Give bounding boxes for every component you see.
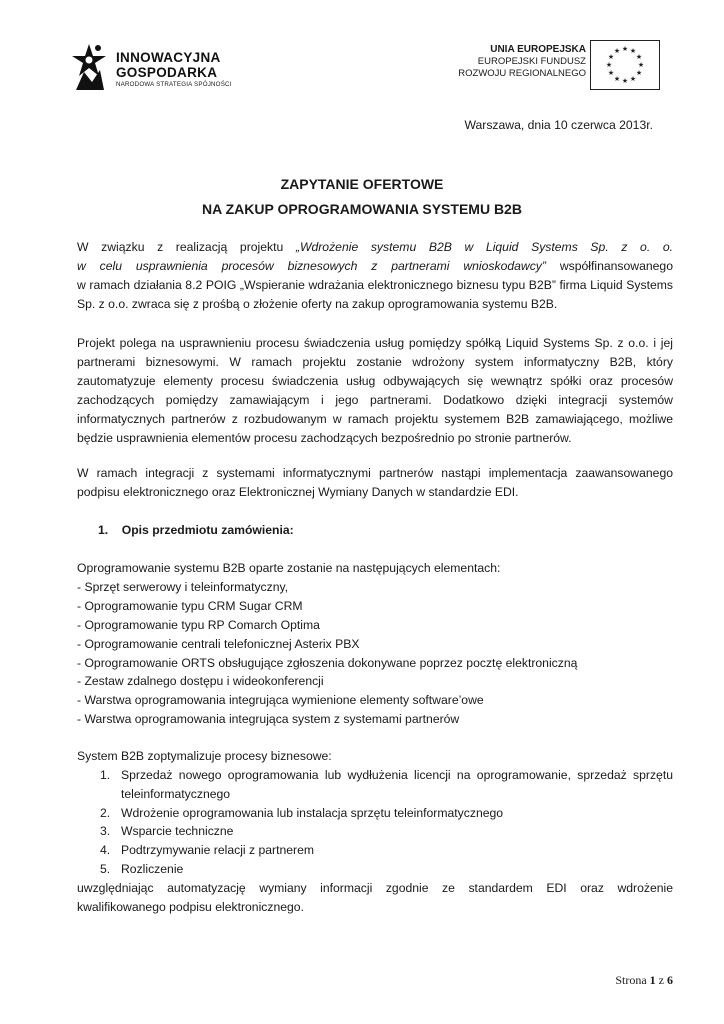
list-item: - Warstwa oprogramowania integrująca system z systemami partnerów (77, 712, 460, 726)
process-item-line: Podtrzymywanie relacji z partnerem (121, 843, 315, 857)
para3-line: podpisu elektronicznego oraz Elektronicznej Wymiany Danych w standardzie EDI. (77, 485, 519, 499)
svg-text:★: ★ (607, 69, 615, 77)
svg-text:★: ★ (613, 47, 621, 55)
section1-number: 1. (98, 523, 109, 537)
process-item-line: Wsparcie techniczne (121, 824, 234, 838)
list-item: - Oprogramowanie ORTS obsługujące zgłoszenia dokonywane poprzez pocztę elektroniczną (77, 656, 578, 670)
process-item-line: Sprzedaż nowego oprogramowania lub wydłużenia licencji na oprogramowanie, sprzedaż sprzętu (121, 768, 673, 782)
closing-line: uwzględniając automatyzację wymiany informacji zgodnie ze standardem EDI oraz wdrożenie (77, 881, 673, 895)
process-number: 5. (100, 862, 111, 876)
list-item: - Oprogramowanie typu RP Comarch Optima (77, 618, 320, 632)
document-title-line2: NA ZAKUP OPROGRAMOWANIA SYSTEMU B2B (202, 201, 522, 217)
footer-sep: z (655, 973, 667, 987)
footer-page: 1 (649, 973, 656, 987)
eu-line1: UNIA EUROPEJSKA (490, 44, 586, 55)
list-item: - Oprogramowanie typu CRM Sugar CRM (77, 599, 303, 613)
intro-line-4: Sp. z o.o. zwraca się z prośbą o złożenie oferty na zakup oprogramowania systemu B2B. (77, 297, 558, 311)
svg-text:★: ★ (629, 75, 637, 83)
svg-text:★: ★ (621, 77, 629, 85)
innovation-star-figure-icon (70, 42, 108, 92)
eu-logo-text (458, 44, 586, 80)
closing-line: kwalifikowanego podpisu elektronicznego. (77, 900, 304, 914)
document-date: Warszawa, dnia 10 czerwca 2013r. (464, 118, 653, 132)
elements-intro: Oprogramowanie systemu B2B oparte zostanie na następujących elementach: (77, 561, 501, 575)
para2-line: będzie usprawnienia elementów procesu zachodzących bezpośrednio po stronie partnerów. (77, 431, 572, 445)
footer-prefix: Strona (615, 973, 650, 987)
process-item-line: Wdrożenie oprogramowania lub instalacja sprzętu teleinformatycznego (121, 806, 504, 820)
svg-text:★: ★ (637, 61, 645, 69)
eu-line2: EUROPEJSKI FUNDUSZ (477, 56, 586, 67)
project-name-part1: „Wdrożenie systemu B2B w Liquid Systems Sp. z o. o. (295, 240, 673, 254)
para2-line: zautomatyzuje elementy procesu świadczenia usług odbywających się wewnątrz spółki oraz procesów (77, 374, 673, 388)
process-item-line: Rozliczenie (121, 862, 184, 876)
para3-line: W ramach integracji z systemami informatycznymi partnerów nastąpi implementacja zaawansowanego (77, 466, 673, 480)
innowacyjna-gospodarka-logo (70, 40, 260, 95)
para2-line: zachodzących pomiędzy zamawiającym i jego partnerami. Dodatkowo dzięki integracji systemów (77, 393, 673, 407)
logo-left-line1: INNOWACYJNA (116, 50, 221, 65)
svg-text:★: ★ (607, 53, 615, 61)
project-name-part2: w celu usprawnienia procesów biznesowych z partnerami wnioskodawcy” (77, 259, 546, 273)
intro-line-2 (77, 259, 673, 273)
svg-text:★: ★ (635, 69, 643, 77)
page-number-footer (615, 973, 673, 988)
para2-line: Projekt polega na usprawnieniu procesu świadczenia usług pomiędzy spółką Liquid Systems Sp. z o.o. i jej (77, 336, 673, 350)
list-item: - Warstwa oprogramowania integrująca wymienione elementy software’owe (77, 693, 484, 707)
section1-title: Opis przedmiotu zamówienia: (121, 523, 294, 537)
list-item: - Sprzęt serwerowy i teleinformatyczny, (77, 580, 289, 594)
process-intro: System B2B zoptymalizuje procesy biznesowe: (77, 749, 332, 763)
para2-line: partnerami biznesowymi. W ramach projektu zostanie wdrożony system informatyczny B2B, który (77, 355, 673, 369)
svg-text:★: ★ (635, 53, 643, 61)
svg-text:★: ★ (629, 47, 637, 55)
svg-text:★: ★ (605, 61, 613, 69)
eu-line3: ROZWOJU REGIONALNEGO (458, 68, 586, 79)
svg-text:★: ★ (621, 45, 629, 53)
list-item: - Oprogramowanie centrali telefonicznej Asterix PBX (77, 637, 360, 651)
process-number: 2. (100, 806, 111, 820)
section1-heading (98, 523, 294, 537)
list-item: - Zestaw zdalnego dostępu i wideokonferencji (77, 674, 324, 688)
process-number: 3. (100, 824, 111, 838)
process-number: 1. (100, 768, 111, 782)
para2-line: informatycznych partnerów z rozbudowanym w ramach projektu systemem B2B zamawiającego, możliwe (77, 412, 673, 426)
intro-text-2b: współfinansowanego (545, 259, 673, 273)
intro-line-3: w ramach działania 8.2 POIG „Wspieranie wdrażania elektronicznego biznesu typu B2B” firma Liquid Systems (77, 278, 673, 292)
process-number: 4. (100, 843, 111, 857)
footer-total: 6 (667, 973, 673, 987)
logo-left-line3: NARODOWA STRATEGIA SPÓJNOŚCI (116, 81, 232, 88)
intro-line-1 (77, 240, 673, 254)
svg-text:★: ★ (613, 75, 621, 83)
intro-text-1a: W związku z realizacją projektu (77, 240, 296, 254)
document-title-line1: ZAPYTANIE OFERTOWE (280, 176, 444, 192)
logo-left-line2: GOSPODARKA (116, 65, 218, 80)
eu-flag-icon (590, 40, 660, 90)
process-item-line: teleinformatycznego (121, 787, 231, 801)
